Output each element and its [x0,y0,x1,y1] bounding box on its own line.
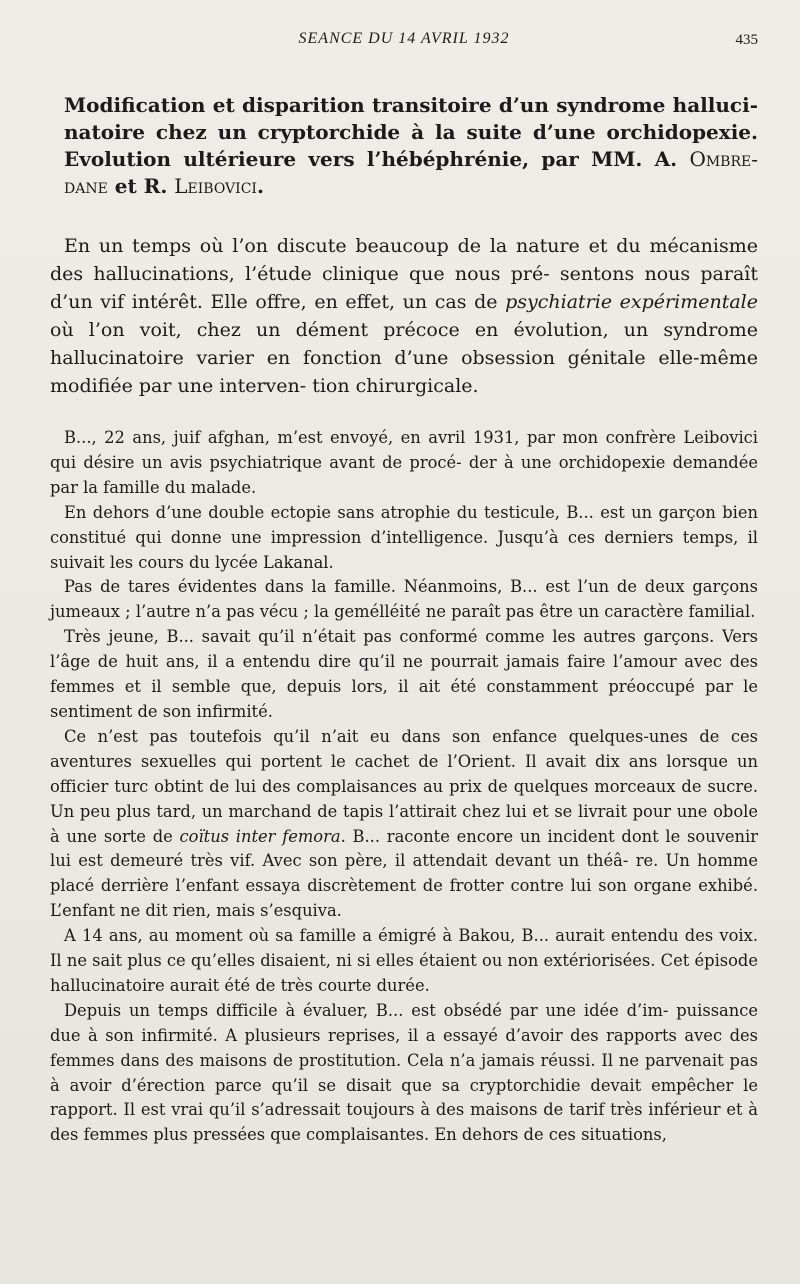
paragraph-5-emphasis: coïtus inter femora. [179,826,346,846]
paragraph-7: Depuis un temps difficile à évaluer, B... est obsédé par une idée d’im- puissance due à son infirmité. A plusieurs reprises, il a essayé d’avoir des rapports avec des femmes dans des maisons de prostitution. Cela n’a jamais réussi. Il ne parvenait pas à avoir d’érection parce qu’il se disait que sa cryptorchidie devait empêcher le rapport. Il est vrai qu’il s’adressait toujours à des maisons de tarif très inférieur et à des femmes plus pressées que complaisantes. En dehors de ces situations, [50,1000,758,1145]
running-title: SEANCE DU 14 AVRIL 1932 [298,30,510,47]
title-period: . [256,174,264,198]
intro-paragraph [50,232,758,400]
case-report-body [50,426,758,1148]
paragraph-3: Pas de tares évidentes dans la famille. Néanmoins, B... est l’un de deux garçons jumeaux ; l’autre n’a pas vécu ; la gemélléité ne paraît pas être un caractère familial. [50,577,758,622]
paragraph-1: B..., 22 ans, juif afghan, m’est envoyé, en avril 1931, par mon confrère Leibovici qui désire un avis psychiatrique avant de procé- der à une orchidopexie demandée par la famille du malade. [50,428,758,497]
paragraph-2: En dehors d’une double ectopie sans atrophie du testicule, B... est un garçon bien constitué qui donne une impression d’intelligence. Jusqu’à ces derniers temps, il suivait les cours du lycée Lakanal. [50,502,758,572]
intro-text-2: où l’on voit, chez un dément précoce en évolution, un syndrome hallucinatoire varier en fonction d’une obsession génitale elle-même modifiée par une interven- tion chirurgicale. [50,319,758,397]
paragraph-6: A 14 ans, au moment où sa famille a émigré à Bakou, B... aurait entendu des voix. Il ne sait plus ce qu’elles disaient, ni si elles étaient ou non extériorisées. Cet épisode hallucinatoire aurait été de très courte durée. [50,926,758,995]
author-conjunction: et R. [107,174,175,198]
paragraph-4: Très jeune, B... savait qu’il n’était pas conformé comme les autres garçons. Vers l’âge de huit ans, il a entendu dire qu’il ne pourrait jamais faire l’amour avec des femmes et il semble que, depuis lors, il ait été constamment préoccupé par le sentiment de son infirmité. [50,627,758,721]
article-title [50,92,758,200]
paragraph-5-text-1: Ce n’est pas toutefois qu’il n’ait eu dans son enfance quelques-unes de ces aventures sexuelles qui portent le cachet de l’Orient. Il avait dix ans lorsque un officier turc obtint de lui des complaisances au prix de quelques morceaux de sucre. Un peu plus tard, un marchand de tapis l’attirait chez lui et se livrait pour une obole à une sorte de [50,726,758,846]
intro-emphasis: psychiatrie expérimentale [505,291,758,313]
running-header [50,26,758,66]
intro-text-1: En un temps où l’on discute beaucoup de la nature et du mécanisme des hallucinations, l’étude clinique que nous pré- sentons nous paraît d’un vif intérêt. Elle offre, en effet, un cas de [50,235,758,313]
author-leibovici: Leibovici [174,174,257,198]
paragraph-5 [50,725,758,924]
article-title-text: Modification et disparition transitoire d’un syndrome halluci- natoire chez un cryptorchide à la suite d’une orchidopexie. Evolution ultérieure vers l’hébéphrénie, par MM. A. [64,93,758,171]
paragraph-5-text-2: B... raconte encore un incident dont le souvenir lui est demeuré très vif. Avec son père, il attendait devant un théâ- re. Un homme placé derrière l’enfant essaya discrètement de frotter contre lui son organe exhibé. L’enfant ne dit rien, mais s’esquiva. [50,826,758,921]
page-number: 435 [735,32,758,48]
author-ombredane: Ombre- dane [64,147,758,198]
